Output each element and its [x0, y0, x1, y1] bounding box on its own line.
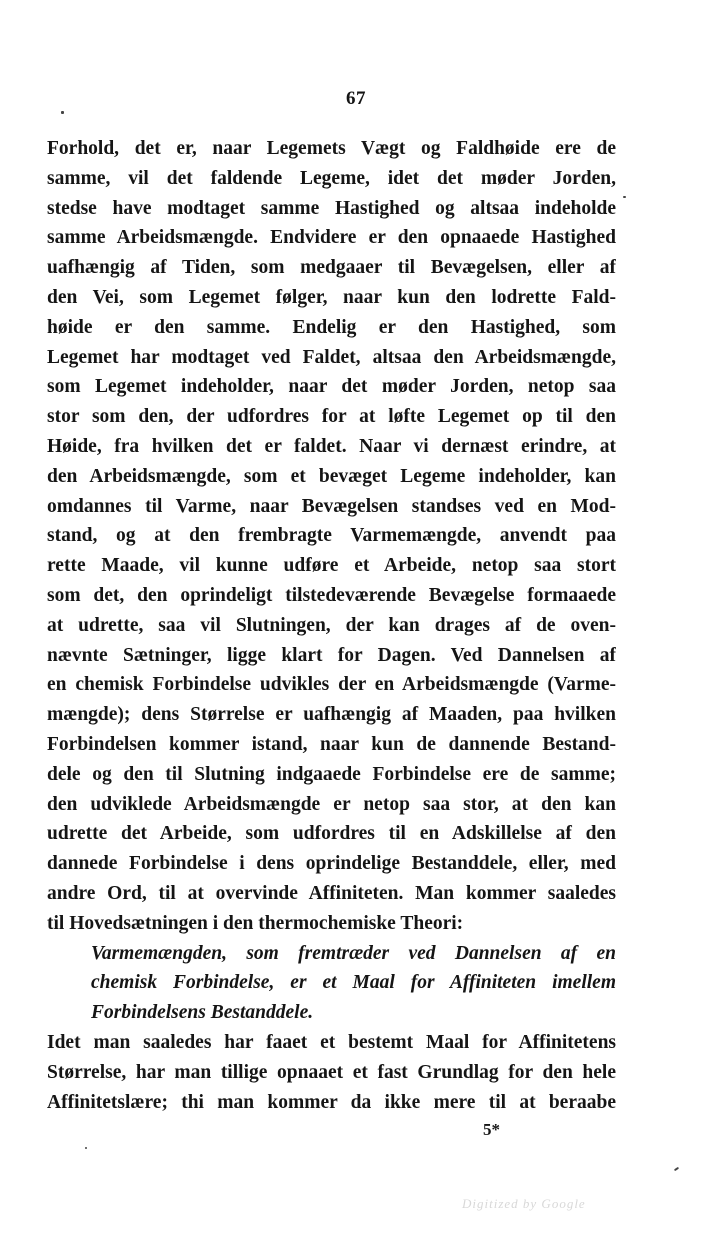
text-line: stand, og at den frembragte Varmemængde, anvendt paa	[47, 525, 616, 547]
text-line: mængde); dens Størrelse er uafhængig af Maaden, paa hvilken	[47, 704, 616, 726]
text-line: Høide, fra hvilken det er faldet. Naar vi dernæst erindre, at	[47, 435, 616, 457]
text-line: andre Ord, til at overvinde Affiniteten. Man kommer saaledes	[47, 882, 616, 904]
body-text	[47, 134, 616, 1117]
text-line: dannede Forbindelse i dens oprindelige Bestanddele, eller, med	[47, 853, 616, 875]
watermark: Digitized by Google	[462, 1196, 586, 1211]
italic-theorem-line: Forbindelsens Bestanddele.	[91, 1002, 314, 1024]
text-line: Forbindelsen kommer istand, naar kun de dannende Bestand-	[47, 733, 616, 755]
text-line: samme, vil det faldende Legeme, idet det møder Jorden,	[47, 167, 616, 189]
print-speck	[623, 196, 626, 198]
text-line: den Vei, som Legemet følger, naar kun den lodrette Fald-	[47, 286, 616, 308]
text-line: at udrette, saa vil Slutningen, der kan drages af de oven-	[47, 614, 616, 636]
print-speck	[674, 1167, 679, 1172]
text-line: stor som den, der udfordres for at løfte Legemet op til den	[47, 406, 616, 428]
italic-theorem-line: chemisk Forbindelse, er et Maal for Affiniteten imellem	[91, 972, 616, 994]
text-line: stedse have modtaget samme Hastighed og altsaa indeholde	[47, 197, 616, 219]
text-line: den udviklede Arbeidsmængde er netop saa stor, at den kan	[47, 793, 616, 815]
text-line: udrette det Arbeide, som udfordres til en Adskillelse af den	[47, 823, 616, 845]
text-line: uafhængig af Tiden, som medgaaer til Bevægelsen, eller af	[47, 257, 616, 279]
text-line: nævnte Sætninger, ligge klart for Dagen. Ved Dannelsen af	[47, 644, 616, 666]
text-line: Forhold, det er, naar Legemets Vægt og Faldhøide ere de	[47, 138, 616, 159]
text-line: den Arbeidsmængde, som et bevæget Legeme indeholder, kan	[47, 465, 616, 487]
text-line: høide er den samme. Endelig er den Hastighed, som	[47, 316, 616, 338]
text-line: en chemisk Forbindelse udvikles der en Arbeidsmængde (Varme-	[47, 674, 616, 696]
print-speck	[85, 1147, 87, 1149]
text-line: Idet man saaledes har faaet et bestemt Maal for Affinitetens	[47, 1031, 616, 1053]
text-line: til Hovedsætningen i den thermochemiske Theori:	[47, 912, 464, 934]
text-line: dele og den til Slutning indgaaede Forbindelse ere de samme;	[47, 763, 616, 785]
text-line: samme Arbeidsmængde. Endvidere er den opnaaede Hastighed	[47, 227, 616, 249]
text-line: Affinitetslære; thi man kommer da ikke mere til at beraabe	[47, 1091, 616, 1113]
page-number: 67	[346, 88, 366, 109]
text-line: Legemet har modtaget ved Faldet, altsaa den Arbeidsmængde,	[47, 346, 616, 368]
print-speck	[61, 111, 64, 114]
text-line: omdannes til Varme, naar Bevægelsen standses ved en Mod-	[47, 495, 616, 517]
signature-mark: 5*	[483, 1120, 500, 1139]
text-line: som Legemet indeholder, naar det møder Jorden, netop saa	[47, 376, 616, 398]
text-line: Størrelse, har man tillige opnaaet et fast Grundlag for den hele	[47, 1061, 616, 1083]
text-line: rette Maade, vil kunne udføre et Arbeide, netop saa stort	[47, 555, 616, 577]
text-line: som det, den oprindeligt tilstedeværende Bevægelse formaaede	[47, 584, 616, 606]
italic-theorem-line: Varmemængden, som fremtræder ved Dannelsen af en	[91, 942, 616, 964]
